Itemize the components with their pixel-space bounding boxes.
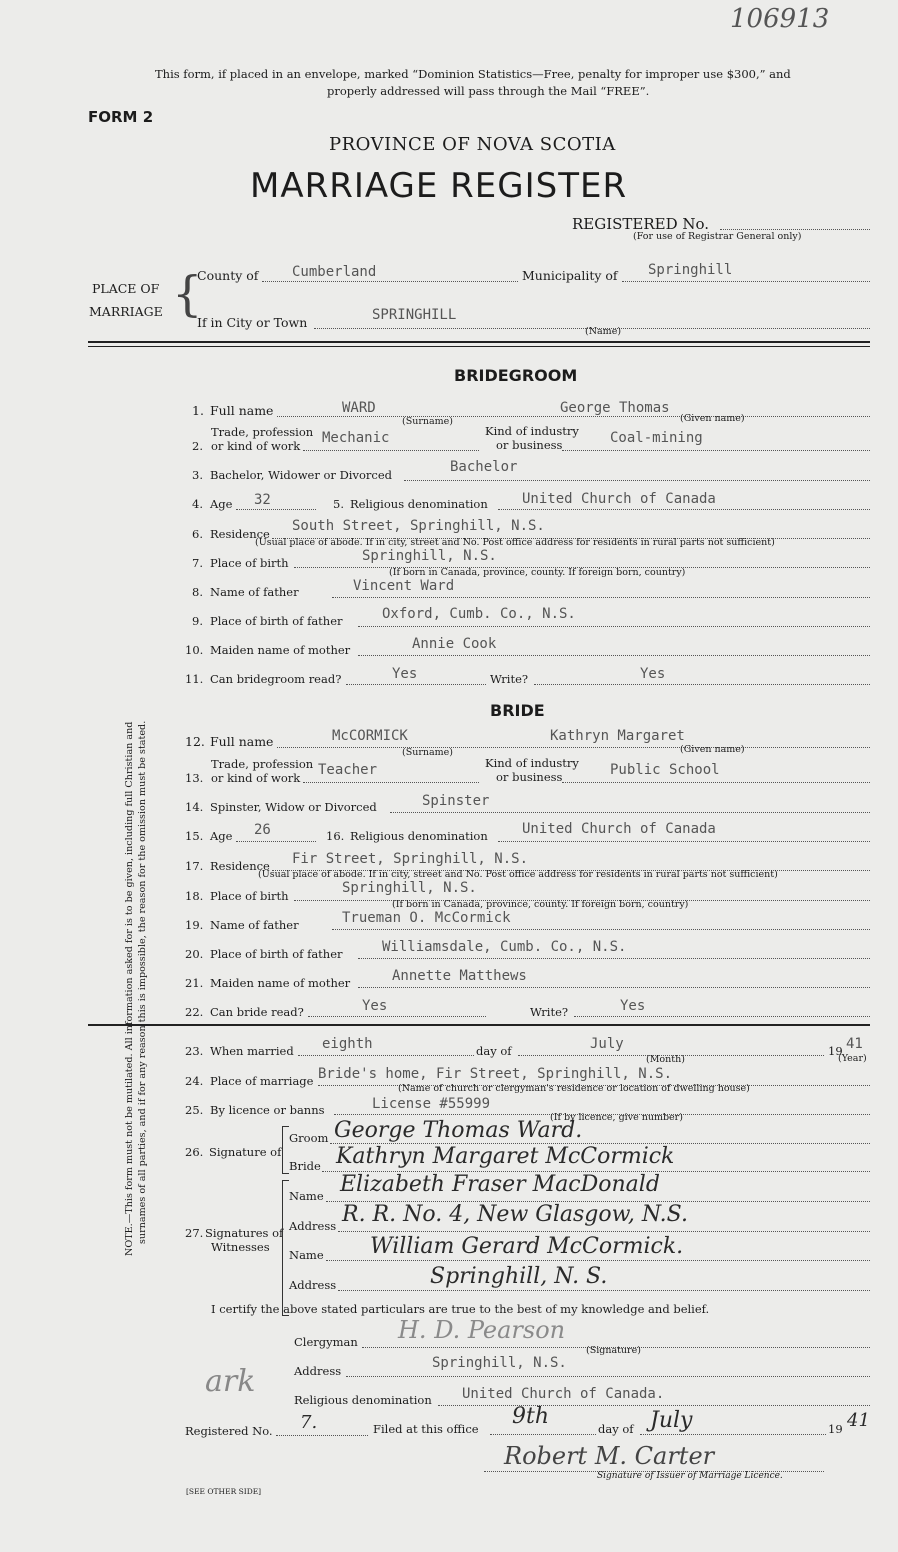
groom-father-label: Name of father: [210, 585, 299, 599]
clergy-address-label: Address: [294, 1364, 342, 1378]
witnesses-bracket: [282, 1180, 289, 1316]
row-12-num: 12.: [185, 734, 205, 749]
bride-birthplace-value: Springhill, N.S.: [342, 880, 477, 896]
groom-father-birthplace-value: Oxford, Cumb. Co., N.S.: [382, 606, 576, 622]
groom-write-label: Write?: [490, 672, 529, 686]
groom-father-birthplace-label: Place of birth of father: [210, 614, 343, 628]
filed-day-label: day of: [598, 1422, 634, 1436]
bride-residence-note: (Usual place of abode. If in city, street and No. Post office address for residents in rural parts not sufficient): [258, 869, 778, 880]
bride-father-birthplace-value: Williamsdale, Cumb. Co., N.S.: [382, 939, 627, 955]
groom-write-value: Yes: [640, 666, 666, 682]
marriage-year-prefix: 19: [828, 1044, 843, 1058]
certify-text: I certify the above stated particulars are true to the best of my knowledge and belief.: [211, 1302, 710, 1316]
bride-religion-value: United Church of Canada: [522, 821, 716, 837]
place-of-marriage-value: Bride's home, Fir Street, Springhill, N.S.: [318, 1066, 673, 1082]
filed-day-value: 9th: [512, 1404, 550, 1429]
row-9-num: 9.: [192, 614, 203, 628]
row-6-num: 6.: [192, 527, 203, 541]
bride-full-name-label: Full name: [210, 734, 274, 749]
row-3-num: 3.: [192, 468, 203, 482]
filed-year-value: 41: [847, 1410, 870, 1431]
side-note-line1: NOTE.—This form must not be mutilated. All information asked for is to be given, including full Christian and: [124, 721, 135, 1256]
municipality-value: Springhill: [648, 262, 733, 278]
groom-surname-note: (Surname): [402, 416, 453, 427]
bride-trade-value: Teacher: [318, 762, 378, 778]
marriage-day-label: day of: [476, 1044, 512, 1058]
groom-religion-label: Religious denomination: [350, 497, 488, 511]
groom-birthplace-label: Place of birth: [210, 556, 289, 570]
see-other-side: [SEE OTHER SIDE]: [186, 1487, 262, 1496]
groom-trade-label-2: or kind of work: [211, 439, 301, 453]
groom-trade-value: Mechanic: [322, 430, 390, 446]
bride-given-note: (Given name): [680, 744, 745, 755]
clergyman-sig-note: (Signature): [586, 1345, 641, 1356]
groom-trade-label-1: Trade, profession: [211, 425, 314, 439]
filed-month-value: July: [650, 1408, 693, 1433]
place-of-marriage-note: (Name of church or clergyman's residence or location of dwelling house): [398, 1083, 750, 1094]
issuer-signature: Robert M. Carter: [504, 1442, 715, 1470]
row-5-num: 5.: [333, 497, 344, 511]
bride-read-label: Can bride read?: [210, 1005, 304, 1019]
row-1-num: 1.: [192, 403, 204, 418]
row-27-num: 27.: [185, 1226, 204, 1240]
groom-sig-label: Groom: [289, 1131, 329, 1145]
witnesses-label-1: Signatures of: [205, 1226, 284, 1240]
row-24-num: 24.: [185, 1074, 204, 1088]
groom-industry-label-1: Kind of industry: [485, 424, 579, 438]
witness2-address-label: Address: [289, 1278, 337, 1292]
row-14-num: 14.: [185, 800, 204, 814]
groom-father-value: Vincent Ward: [353, 578, 455, 594]
row-11-num: 11.: [185, 672, 204, 686]
page-title: MARRIAGE REGISTER: [250, 166, 628, 206]
bride-mother-value: Annette Matthews: [392, 968, 527, 984]
bride-surname-note: (Surname): [402, 747, 453, 758]
county-label: County of: [197, 268, 259, 283]
groom-signature: George Thomas Ward.: [334, 1118, 583, 1143]
groom-given-name: George Thomas: [560, 400, 670, 416]
filed-year-prefix: 19: [828, 1422, 843, 1436]
city-name-note: (Name): [585, 326, 622, 337]
registered-no-label: Registered No.: [185, 1424, 273, 1438]
bride-industry-value: Public School: [610, 762, 720, 778]
bride-industry-label-1: Kind of industry: [485, 756, 579, 770]
municipality-label: Municipality of: [522, 268, 618, 283]
stamp-number: 106913: [730, 4, 830, 34]
licence-label: By licence or banns: [210, 1103, 325, 1117]
groom-given-note: (Given name): [680, 413, 745, 424]
groom-birthplace-value: Springhill, N.S.: [362, 548, 497, 564]
groom-residence-note: (Usual place of abode. If in city, street and No. Post office address for residents in rural parts not sufficient): [255, 537, 775, 548]
bride-birthplace-label: Place of birth: [210, 889, 289, 903]
bride-age-label: Age: [210, 829, 233, 843]
issuer-note: Signature of Issuer of Marriage Licence.: [597, 1471, 783, 1481]
bride-trade-label-1: Trade, profession: [211, 757, 314, 771]
row-10-num: 10.: [185, 643, 204, 657]
row-16-num: 16.: [326, 829, 345, 843]
form-label: FORM 2: [88, 108, 154, 126]
groom-industry-label-2: or business: [496, 438, 563, 452]
clergy-denomination-value: United Church of Canada.: [462, 1386, 665, 1402]
bride-father-value: Trueman O. McCormick: [342, 910, 511, 926]
groom-age-value: 32: [254, 492, 271, 508]
witness1-address: R. R. No. 4, New Glasgow, N.S.: [342, 1202, 688, 1227]
bride-write-label: Write?: [530, 1005, 569, 1019]
licence-value: License #55999: [372, 1096, 491, 1112]
row-25-num: 25.: [185, 1103, 204, 1117]
groom-read-value: Yes: [392, 666, 418, 682]
city-value: SPRINGHILL: [372, 307, 457, 323]
groom-full-name-label: Full name: [210, 403, 274, 418]
witness1-name: Elizabeth Fraser MacDonald: [340, 1172, 660, 1197]
signature-bracket: [282, 1126, 289, 1174]
bride-father-birthplace-label: Place of birth of father: [210, 947, 343, 961]
witness1-name-label: Name: [289, 1189, 324, 1203]
province-heading: PROVINCE OF NOVA SCOTIA: [329, 134, 616, 155]
row-18-num: 18.: [185, 889, 204, 903]
row-26-num: 26.: [185, 1145, 204, 1159]
mail-notice-line2: properly addressed will pass through the Mail “FREE”.: [327, 84, 650, 98]
place-label-2: MARRIAGE: [89, 304, 163, 319]
row-15-num: 15.: [185, 829, 204, 843]
when-married-label: When married: [210, 1044, 294, 1058]
section-bride-heading: BRIDE: [490, 701, 545, 720]
row-19-num: 19.: [185, 918, 204, 932]
bride-residence-label: Residence: [210, 859, 270, 873]
row-17-num: 17.: [185, 859, 204, 873]
row-22-num: 22.: [185, 1005, 204, 1019]
registered-no-value: 7.: [300, 1412, 318, 1433]
bride-status-label: Spinster, Widow or Divorced: [210, 800, 377, 814]
witness2-name-label: Name: [289, 1248, 324, 1262]
licence-note: (If by licence, give number): [550, 1112, 683, 1123]
groom-mother-value: Annie Cook: [412, 636, 497, 652]
row-13-num: 13.: [185, 771, 204, 785]
groom-residence-value: South Street, Springhill, N.S.: [292, 518, 545, 534]
bride-read-value: Yes: [362, 998, 388, 1014]
side-note-line2: surnames of all parties, and if for any reason this is impossible, the reason for the omission must be stated.: [137, 720, 148, 1244]
city-label: If in City or Town: [197, 315, 308, 330]
groom-religion-value: United Church of Canada: [522, 491, 716, 507]
row-23-num: 23.: [185, 1044, 204, 1058]
groom-status-label: Bachelor, Widower or Divorced: [210, 468, 392, 482]
registrar-initials: ark: [205, 1364, 256, 1399]
witness2-name: William Gerard McCormick.: [370, 1234, 684, 1259]
bride-sig-label: Bride: [289, 1159, 321, 1173]
place-label-1: PLACE OF: [92, 281, 160, 296]
clergy-address-value: Springhill, N.S.: [432, 1355, 567, 1371]
groom-status-value: Bachelor: [450, 459, 518, 475]
place-of-marriage-label: Place of marriage: [210, 1074, 314, 1088]
groom-residence-label: Residence: [210, 527, 270, 541]
witnesses-label-2: Witnesses: [211, 1240, 270, 1254]
bride-age-value: 26: [254, 822, 271, 838]
registered-label: REGISTERED No.: [572, 215, 710, 233]
row-7-num: 7.: [192, 556, 203, 570]
bride-status-value: Spinster: [422, 793, 490, 809]
row-4-num: 4.: [192, 497, 203, 511]
section-bridegroom: BRIDEGROOM: [454, 366, 578, 385]
witness2-address: Springhill, N. S.: [430, 1264, 608, 1289]
row-20-num: 20.: [185, 947, 204, 961]
row-8-num: 8.: [192, 585, 203, 599]
bride-residence-value: Fir Street, Springhill, N.S.: [292, 851, 529, 867]
county-value: Cumberland: [292, 264, 377, 280]
clergyman-label: Clergyman: [294, 1335, 358, 1349]
filed-label: Filed at this office: [373, 1422, 479, 1436]
bride-mother-label: Maiden name of mother: [210, 976, 351, 990]
mail-notice-line1: This form, if placed in an envelope, marked “Dominion Statistics—Free, penalty for improper use $300,” and: [155, 67, 791, 81]
bride-surname: McCORMICK: [332, 728, 408, 744]
bride-trade-label-2: or kind of work: [211, 771, 301, 785]
groom-surname: WARD: [342, 400, 376, 416]
bride-write-value: Yes: [620, 998, 646, 1014]
signature-of-label: Signature of: [209, 1145, 282, 1159]
row-21-num: 21.: [185, 976, 204, 990]
marriage-year-note: (Year): [838, 1053, 867, 1064]
place-brace: {: [172, 266, 203, 322]
marriage-year-value: 41: [846, 1036, 863, 1052]
marriage-day-value: eighth: [322, 1036, 373, 1052]
bride-industry-label-2: or business: [496, 770, 563, 784]
clergy-denomination-label: Religious denomination: [294, 1393, 432, 1407]
bride-signature: Kathryn Margaret McCormick: [336, 1144, 675, 1169]
marriage-month-value: July: [590, 1036, 624, 1052]
row-2-num: 2.: [192, 439, 203, 453]
groom-birthplace-note: (If born in Canada, province, county. If foreign born, country): [389, 567, 686, 578]
groom-industry-value: Coal-mining: [610, 430, 703, 446]
bride-father-label: Name of father: [210, 918, 299, 932]
clergyman-signature: H. D. Pearson: [398, 1316, 566, 1344]
bride-given-name: Kathryn Margaret: [550, 728, 685, 744]
groom-mother-label: Maiden name of mother: [210, 643, 351, 657]
witness1-address-label: Address: [289, 1219, 337, 1233]
bride-birthplace-note: (If born in Canada, province, county. If foreign born, country): [392, 899, 689, 910]
bride-religion-label: Religious denomination: [350, 829, 488, 843]
marriage-month-note: (Month): [646, 1054, 685, 1065]
groom-age-label: Age: [210, 497, 233, 511]
groom-read-label: Can bridegroom read?: [210, 672, 342, 686]
registered-note: (For use of Registrar General only): [633, 231, 802, 242]
